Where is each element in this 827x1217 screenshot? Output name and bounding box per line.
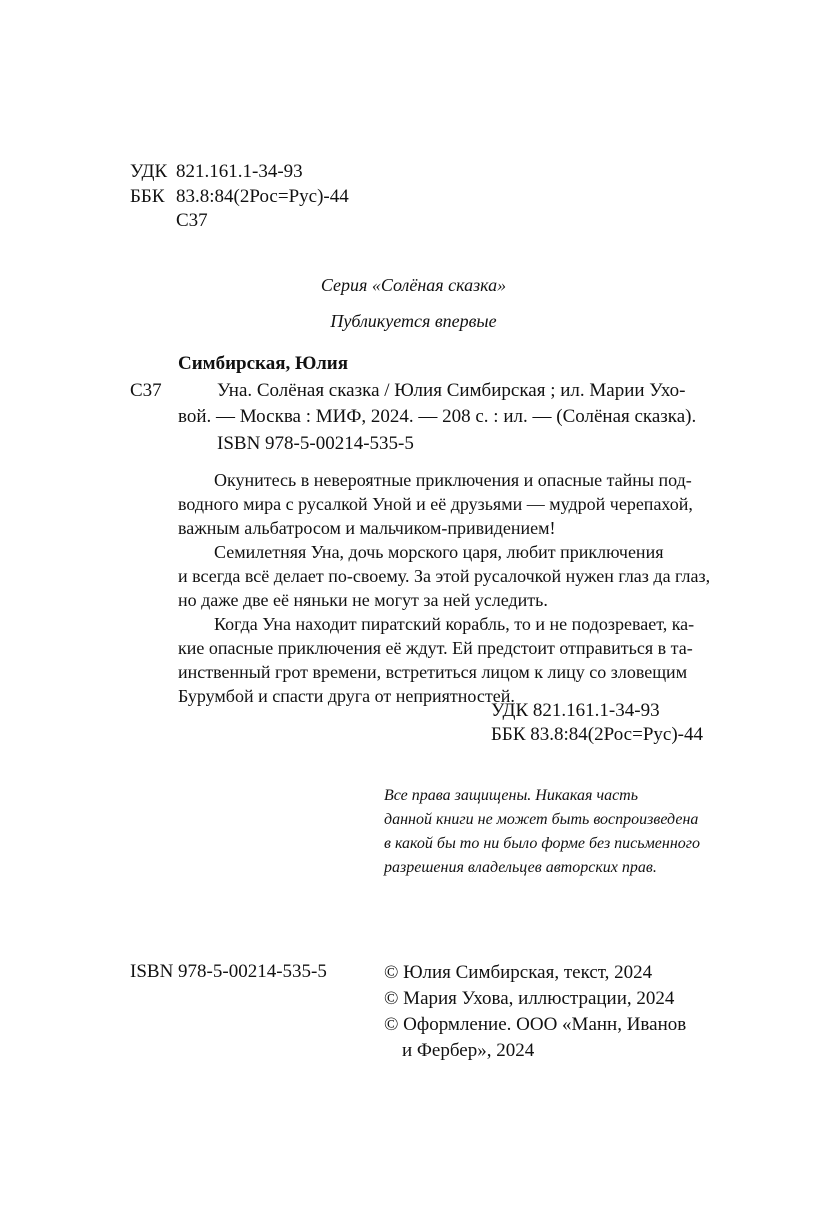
copyright-block [384, 960, 714, 1064]
author-sign-top: С37 [176, 210, 208, 231]
rights-notice [384, 784, 714, 880]
bbk-code-bottom: ББК 83.8:84(2Рос=Рус)-44 [491, 724, 703, 745]
copyright-illustrations: © Мария Ухова, иллюстрации, 2024 [384, 988, 675, 1009]
bbk-value: 83.8:84(2Рос=Рус)-44 [176, 186, 349, 207]
rights-line-1: Все права защищены. Никакая часть [384, 787, 639, 804]
udk-code-bottom: УДК 821.161.1-34-93 [491, 700, 660, 721]
card-author-sign: С37 [130, 380, 162, 401]
rights-line-2: данной книги не может быть воспроизведена [384, 811, 699, 828]
annotation-p2-line-2: и всегда всё делает по-своему. За этой русалочкой нужен глаз да глаз, [178, 566, 711, 586]
annotation-p3-line-2: кие опасные приключения её ждут. Ей предстоит отправиться в та- [178, 638, 693, 658]
udk-label: УДК [130, 161, 168, 182]
annotation-p3-line-4: Бурумбой и спасти друга от неприятностей. [178, 686, 515, 706]
copyright-design-line-2: и Фербер», 2024 [402, 1040, 535, 1061]
annotation-p1-line-1: Окунитесь в невероятные приключения и опасные тайны под- [214, 470, 692, 490]
rights-line-3: в какой бы то ни было форме без письменного [384, 835, 700, 852]
series-title: Серия «Солёная сказка» [320, 275, 507, 295]
bbk-label: ББК [130, 186, 165, 207]
card-isbn: ISBN 978-5-00214-535-5 [217, 433, 414, 454]
udk-code-top [130, 160, 303, 184]
first-published-note: Публикуется впервые [330, 311, 497, 331]
card-author: Симбирская, Юлия [178, 353, 349, 374]
card-title-line-2: вой. — Москва : МИФ, 2024. — 208 с. : ил. — (Солёная сказка). [178, 406, 697, 427]
footer-isbn: ISBN 978-5-00214-535-5 [130, 961, 327, 982]
udk-value: 821.161.1-34-93 [176, 161, 303, 182]
annotation-p3-line-1: Когда Уна находит пиратский корабль, то и не подозревает, ка- [214, 614, 695, 634]
annotation-p3-line-3: инственный грот времени, встретиться лицом к лицу со зловещим [178, 662, 688, 682]
annotation-p1-line-3: важным альбатросом и мальчиком-привидением! [178, 518, 556, 538]
rights-line-4: разрешения владельцев авторских прав. [384, 859, 657, 876]
annotation-p2-line-1: Семилетняя Уна, дочь морского царя, любит приключения [214, 542, 664, 562]
copyright-design-line-1: © Оформление. ООО «Манн, Иванов [384, 1014, 687, 1035]
copyright-text: © Юлия Симбирская, текст, 2024 [384, 962, 653, 983]
bbk-code-top [130, 185, 349, 209]
annotation-p1-line-2: водного мира с русалкой Уной и её друзьями — мудрой черепахой, [178, 494, 693, 514]
card-title-line-1: Уна. Солёная сказка / Юлия Симбирская ; ил. Марии Ухо- [217, 380, 686, 401]
annotation-p2-line-3: но даже две её няньки не могут за ней уследить. [178, 590, 548, 610]
